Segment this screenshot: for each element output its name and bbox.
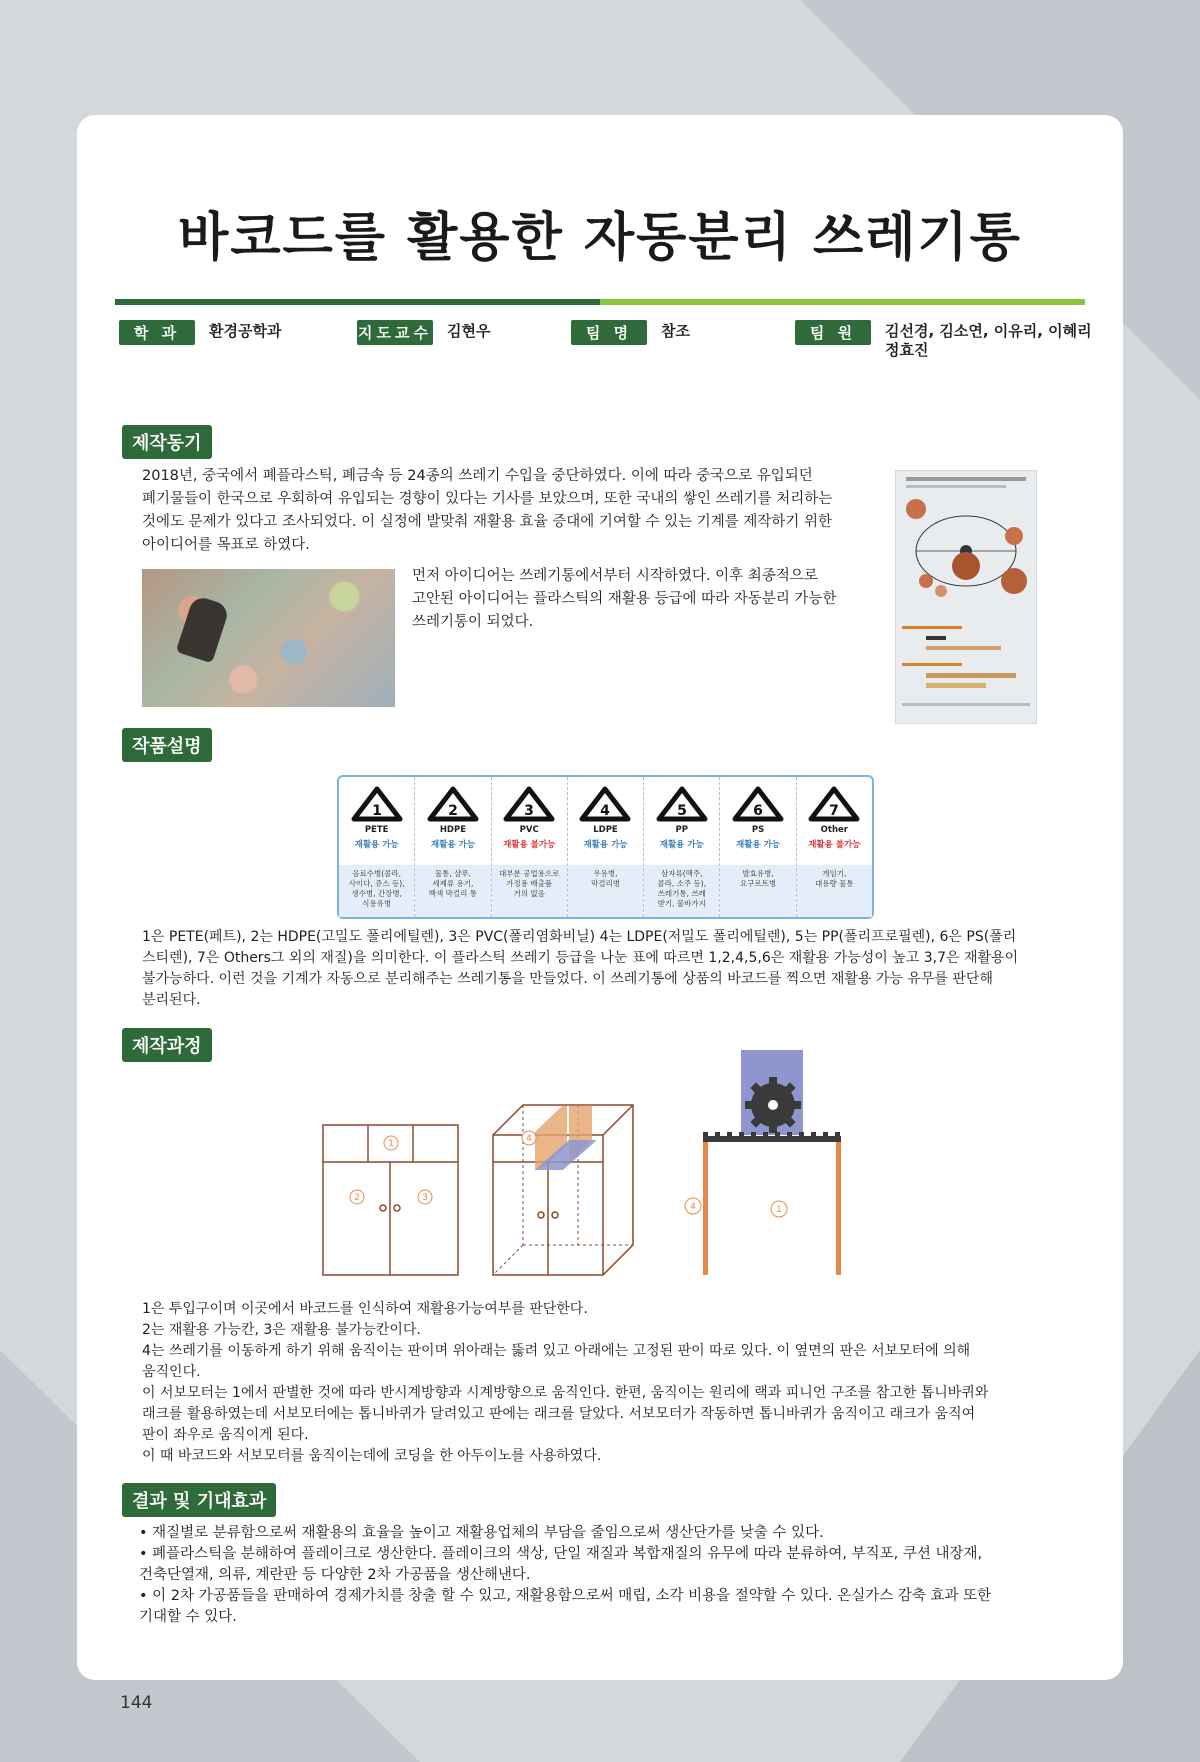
recycle-triangle-icon [805, 785, 863, 825]
page-title: 바코드를 활용한 자동분리 쓰레기통 [178, 208, 1022, 268]
svg-text:3: 3 [422, 1193, 428, 1203]
info-value: 환경공학과 [209, 322, 282, 340]
info-value: 김선경, 김소연, 이유리, 이혜리 정효진 [885, 322, 1092, 359]
recycle-code-5: 5 PP 재활용 가능 삼자류(맥주, 콜라, 소주 등), 쓰레기통, 쓰레 받기, 물바가지 [644, 777, 720, 917]
svg-text:7: 7 [829, 803, 840, 819]
recycle-code-1: 1 PETE 재활용 가능 음료수병(콜라, 사이다, 쥬스 등), 생수병, 간장병, 식용유병 [339, 777, 415, 917]
info-label: 학 과 [119, 320, 195, 345]
svg-text:4: 4 [600, 803, 611, 819]
recycle-triangle-icon [500, 785, 558, 825]
section-heading-description: 작품설명 [122, 728, 212, 762]
info-team-name [571, 320, 690, 345]
info-label: 팀 명 [571, 320, 647, 345]
gear-icon [745, 1077, 801, 1133]
list-item: • 이 2차 가공품들을 판매하여 경제가치를 창출 할 수 있고, 재활용함으로써 매립, 소각 비용을 절약할 수 있다. 온실가스 감축 효과 또한 기대할 수 있다. [139, 1588, 992, 1625]
recycle-triangle-icon [348, 785, 406, 825]
plate-left-leg [703, 1142, 708, 1275]
info-label: 팀 원 [795, 320, 871, 345]
motivation-paragraph-1: 2018년, 중국에서 폐플라스틱, 폐금속 등 24종의 쓰레기 수입을 중단하였다. 이에 따라 중국으로 유입되던 폐기물들이 한국으로 우회하여 유입되는 경향이 있다는 기사를 보았으며, 또한 국내의 쌓인 쓰레기를 처리하는 것에도 문제가 있다고 조사되었다. 이 실정에 발맞춰 재활용 효율 증대에 기여할 수 있는 기계를 제작하기 위한 아이디어를 목표로 하였다. [142, 468, 833, 553]
recycle-code-3: 3 PVC 재활용 불가능 대부분 공업용으로 가정용 배출품 거의 없음 [492, 777, 568, 917]
recycle-code-7: 7 Other 재활용 불가능 게임기, 대용량 물통 [797, 777, 872, 917]
svg-text:2: 2 [448, 803, 458, 819]
description-paragraph: 1은 PETE(페트), 2는 HDPE(고밀도 폴리에틸렌), 3은 PVC(폴리염화비닐) 4는 LDPE(저밀도 폴리에틸렌), 5는 PP(폴리프로필렌), 6은 PS(폴리 스티렌), 7은 Others그 외의 재질)을 의미한다. 이 플라스틱 쓰레기 등급을 나눈 표에 따르면 1,2,4,5,6은 재활용 가능성이 높고 3,7은 재활용이 불가능하다. 이런 것을 기계가 자동으로 분리해주는 쓰레기통을 만들었다. 이 쓰레기통에 상품의 바코드를 찍으면 재활용 가능 유무를 판단해 분리된다. [142, 929, 1019, 1008]
recycle-triangle-icon [576, 785, 634, 825]
motivation-paragraph-2: 먼저 아이디어는 쓰레기통에서부터 시작하였다. 이후 최종적으로 고안된 아이디어는 플라스틱의 재활용 등급에 따라 자동분리 가능한 쓰레기통이 되었다. [412, 568, 837, 630]
info-team-members [795, 320, 1092, 360]
recycle-code-2: 2 HDPE 재활용 가능 물통, 샴푸, 세제류 용기, 백색 막걸리 통 [415, 777, 491, 917]
svg-text:3: 3 [524, 803, 535, 819]
section-heading-process: 제작과정 [122, 1028, 212, 1062]
list-item: • 폐플라스틱을 분해하여 플레이크로 생산한다. 플레이크의 색상, 단일 재질과 복합재질의 유무에 따라 분류하여, 부직포, 쿠션 내장재, 건축단열재, 의류, 계란판 등 다양한 2차 가공품을 생산해낸다. [139, 1546, 983, 1583]
recycle-triangle-icon [729, 785, 787, 825]
svg-text:2: 2 [354, 1193, 360, 1203]
page-number: 144 [120, 1693, 153, 1713]
info-value: 김현우 [447, 322, 491, 340]
process-paragraph: 1은 투입구이며 이곳에서 바코드를 인식하여 재활용가능여부를 판단한다. 2는 재활용 가능칸, 3은 재활용 불가능칸이다. 4는 쓰레기를 이동하게 하기 위해 움직이는 판이며 위아래는 뚫려 있고 아래에는 고정된 판이 따로 있다. 이 옆면의 판은 서보모터에 의해 움직인다. 이 서보모터는 1에서 판별한 것에 따라 반시계방향과 시계방향으로 움직인다. 한편, 움직이는 원리에 랙과 피니언 구조를 참고한 톱니바퀴와 래크를 활용하였는데 서보모터에는 톱니바퀴가 달려있고 판에는 래크를 달았다. 서보모터가 작동하면 톱니바퀴가 움직이고 래크가 움직여 판이 좌우로 움직이게 된다. 이 때 바코드와 서보모터를 움직이는데에 코딩을 한 아두이노를 사용하였다. [142, 1301, 989, 1464]
recycling-code-table [337, 775, 874, 919]
plate-right-leg [836, 1142, 841, 1275]
recycle-code-6: 6 PS 재활용 가능 발효유병, 요구르트병 [720, 777, 796, 917]
info-value: 참조 [661, 322, 690, 340]
process-diagrams [307, 1050, 907, 1280]
recycle-triangle-icon [424, 785, 482, 825]
list-item: • 재질별로 분류함으로써 재활용의 효율을 높이고 재활용업체의 부담을 줄임으로써 생산단가를 낮출 수 있다. [139, 1525, 824, 1541]
svg-text:1: 1 [371, 803, 382, 819]
svg-text:1: 1 [776, 1205, 782, 1215]
info-label: 지도교수 [357, 320, 433, 345]
section-heading-results: 결과 및 기대효과 [122, 1483, 276, 1517]
svg-text:5: 5 [676, 803, 687, 819]
plastic-waste-photo [142, 569, 395, 707]
svg-text:4: 4 [690, 1202, 696, 1212]
results-bullet-list [139, 1523, 1039, 1628]
section-heading-motivation: 제작동기 [122, 425, 212, 459]
svg-text:4: 4 [526, 1134, 532, 1144]
recycle-triangle-icon [653, 785, 711, 825]
poster-card [77, 115, 1123, 1680]
svg-text:6: 6 [753, 803, 763, 819]
info-advisor [357, 320, 490, 345]
svg-text:1: 1 [388, 1139, 394, 1149]
waste-import-infographic [895, 470, 1037, 724]
title-divider [115, 299, 1085, 305]
info-department [119, 320, 281, 345]
recycle-code-4: 4 LDPE 재활용 가능 우유병, 막걸리병 [568, 777, 644, 917]
